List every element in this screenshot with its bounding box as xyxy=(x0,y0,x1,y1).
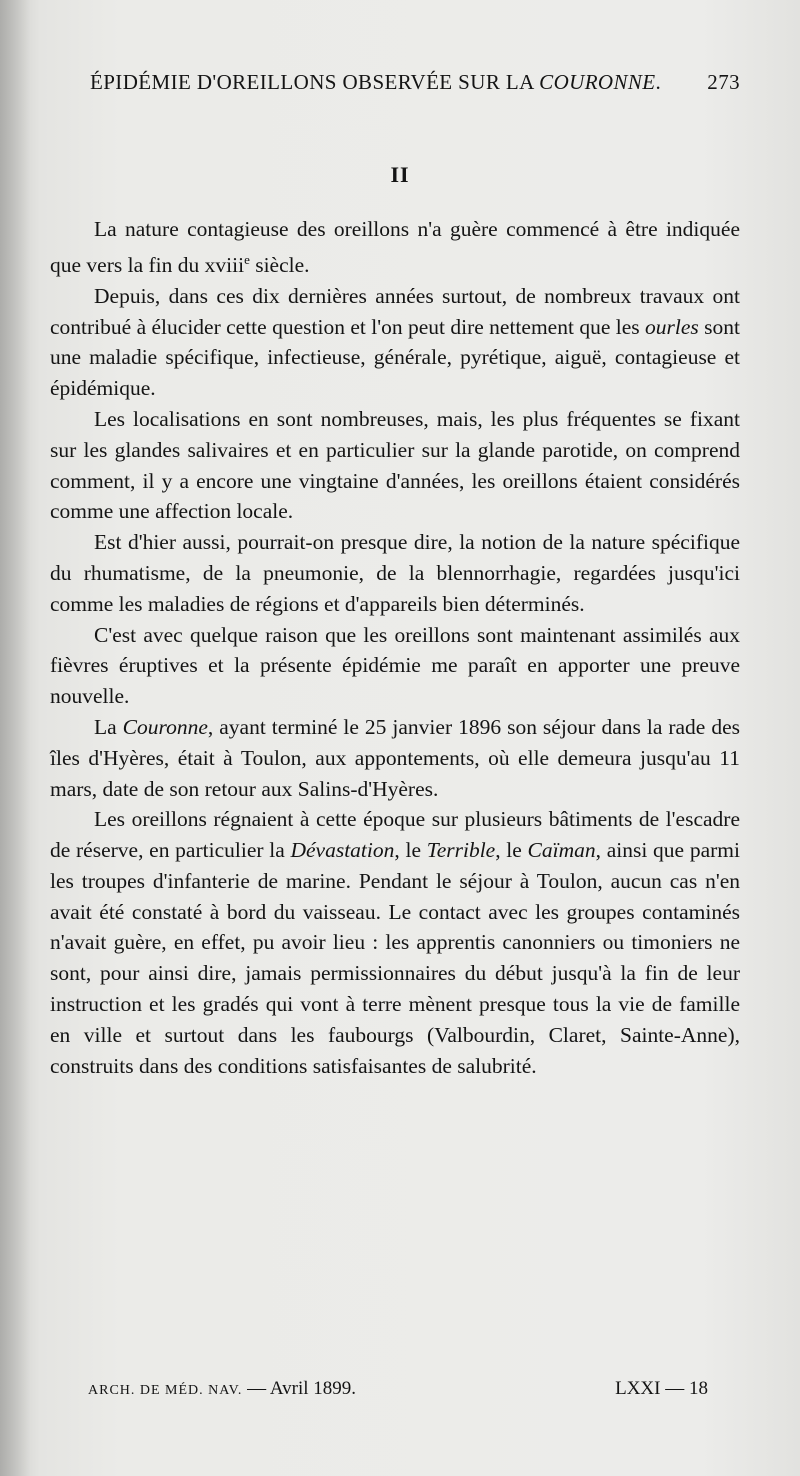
paragraph xyxy=(50,404,740,527)
paragraph-text: Les localisations en sont nombreuses, mais, les plus fréquentes se fixant sur les glandes salivaires et en particulier sur la glande parotide, on comprend comment, il y a encore une vingtaine d'années, les oreillons étaient considérés comme une affection locale. xyxy=(50,406,740,524)
running-head-title-text: ÉPIDÉMIE D'OREILLONS OBSERVÉE SUR LA xyxy=(90,70,540,94)
paragraph xyxy=(50,804,740,1081)
paragraph-text: La xyxy=(94,714,123,739)
paragraph-text: , le xyxy=(495,838,528,863)
paragraph xyxy=(50,712,740,804)
italic-text: Couronne xyxy=(122,714,208,739)
paragraph-text: , ainsi que parmi les troupes d'infanterie de marine. Pendant le séjour à Toulon, aucun cas n'en avait été constaté à bord du vaisseau. Le contact avec les groupes contaminés n'avait guère, en effet, pu avoir lieu : les apprentis canonniers ou timoniers ne sont, pour ainsi dire, jamais permissionnaires du début jusqu'à la fin de leur instruction et les gradés qui vont à terre mènent presque tous la vie de famille en ville et surtout dans les faubourgs (Valbourdin, Claret, Sainte-Anne), construits dans des conditions satisfaisantes de salubrité. xyxy=(50,838,740,1078)
paragraph-text: C'est avec quelque raison que les oreillons sont maintenant assimilés aux fièvres éruptives et la présente épidémie me paraît en apporter une preuve nouvelle. xyxy=(50,622,740,709)
italic-text: Caïman xyxy=(527,838,596,863)
paragraph xyxy=(50,214,740,281)
footer-date: — Avril 1899. xyxy=(247,1378,357,1399)
scan-edge-shadow xyxy=(0,0,30,1476)
paragraph-text: , le xyxy=(394,838,427,863)
footer-citation xyxy=(88,1378,356,1400)
body-text xyxy=(50,214,740,1081)
paragraph-text: Est d'hier aussi, pourrait-on presque dire, la notion de la nature spécifique du rhumatisme, de la pneumonie, de la blennorrhagie, regardées jusqu'ici comme les maladies de régions et d'appareils bien déterminés. xyxy=(50,530,740,616)
paragraph-text: Depuis, dans ces dix dernières années surtout, de nombreux travaux ont contribué à élucider cette question et l'on peut dire nettement que les xyxy=(50,283,740,339)
paragraph-text: sont une maladie spécifique, infectieuse, générale, pyrétique, aiguë, contagieuse et épidémique. xyxy=(50,314,741,401)
running-head-title-end: . xyxy=(655,70,662,94)
running-head-title xyxy=(90,70,661,95)
italic-text: ourles xyxy=(645,314,699,339)
paragraph-text: , ayant terminé le 25 janvier 1896 son séjour dans la rade des îles d'Hyères, était à Toulon, aux appontements, où elle demeura jusqu'au 11 mars, date de son retour aux Salins-d'Hyères. xyxy=(50,714,740,801)
running-head-ship-name: COURONNE xyxy=(539,70,656,94)
paragraph xyxy=(50,620,740,712)
superscript-text: e xyxy=(244,251,250,267)
paragraph-text: Les oreillons régnaient à cette époque sur plusieurs bâtiments de l'escadre de réserve, en particulier la xyxy=(50,807,740,863)
paragraph xyxy=(50,527,740,619)
italic-text: Terrible xyxy=(426,838,496,863)
footer-journal: ARCH. DE MÉD. NAV. xyxy=(88,1383,243,1398)
paragraph-text: siècle. xyxy=(249,252,310,277)
italic-text: Dévastation xyxy=(290,838,395,863)
page-number: 273 xyxy=(707,70,740,94)
paragraph-text: La nature contagieuse des oreillons n'a guère commencé à être indiquée que vers la fin du xviii xyxy=(50,217,740,277)
paragraph xyxy=(50,281,740,404)
footer-signature: LXXI — 18 xyxy=(615,1378,708,1399)
section-number: II xyxy=(390,162,410,187)
